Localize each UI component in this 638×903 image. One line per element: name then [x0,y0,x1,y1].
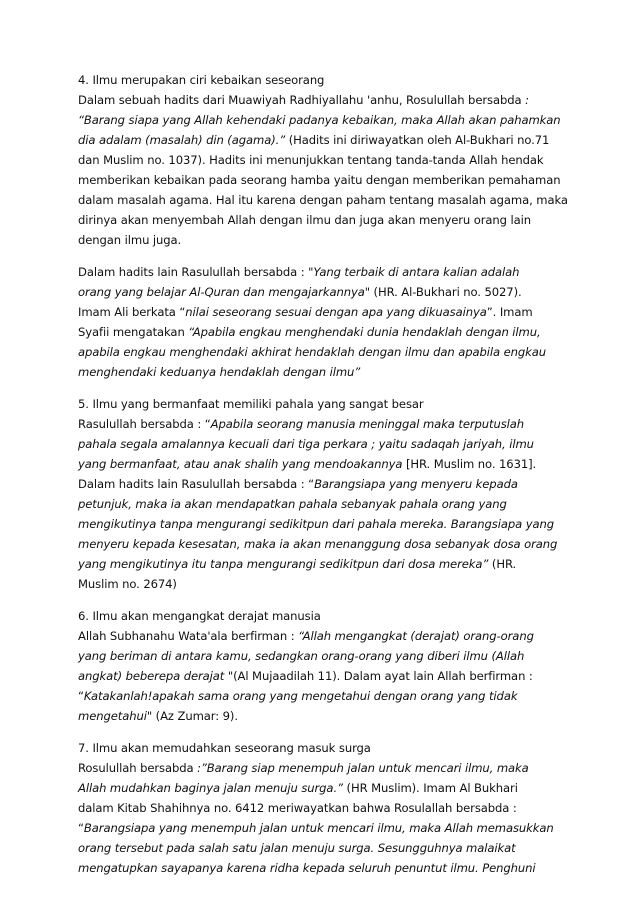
text-line [78,414,568,434]
italic-text: Barangsiapa yang menyeru kepada [314,477,518,491]
text-line [78,262,568,282]
text-segment: 7. Ilmu akan memudahkan seseorang masuk surga [78,741,371,755]
text-segment: "(Al Mujaadilah 11). Dalam ayat lain Allah berfirman : [224,669,533,683]
italic-text: “Apabila engkau menghendaki dunia hendaklah dengan ilmu, [188,325,541,339]
text-line [78,758,568,778]
text-line [78,170,568,190]
italic-text: menghendaki keduanya hendaklah dengan ilmu” [78,365,361,379]
text-segment: “ [78,689,84,703]
text-line [78,514,568,534]
text-segment: Allah Subhanahu Wata'ala berfirman : [78,629,299,643]
text-segment: (HR. [488,557,517,571]
italic-text: mengatupkan sayapanya karena ridha kepada seluruh penuntut ilmu. Penghuni [78,861,536,875]
italic-text: angkat) beberepa derajat [78,669,225,683]
paragraph [78,262,568,382]
text-line [78,778,568,798]
text-segment: 6. Ilmu akan mengangkat derajat manusia [78,609,321,623]
text-line [78,150,568,170]
italic-text: :”Barang siap menempuh jalan untuk mencari ilmu, maka [197,761,529,775]
text-segment: 4. Ilmu merupakan ciri kebaikan seseorang [78,73,325,87]
italic-text: yang bermanfaat, atau anak shalih yang mendoakannya [78,457,403,471]
text-line [78,70,568,90]
text-segment: dalam Kitab Shahihnya no. 6412 meriwayatkan bahwa Rosulallah bersabda : [78,801,517,815]
italic-text: apabila engkau menghendaki akhirat hendaklah dengan ilmu dan apabila engkau [78,345,547,359]
italic-text: nilai seseorang sesuai dengan apa yang dikuasainya [185,305,487,319]
text-line [78,738,568,758]
text-line [78,626,568,646]
text-line [78,342,568,362]
text-segment: Dalam sebuah hadits dari Muawiyah Radhiyallahu 'anhu, Rosulullah bersabda [78,93,526,107]
italic-text: mengetahui [78,709,147,723]
italic-text: yang beriman di antara kamu, sedangkan orang-orang yang diberi ilmu (Allah [78,649,525,663]
text-line [78,606,568,626]
text-line [78,110,568,130]
italic-text: pahala segala amalannya kecuali dari tiga perkara ; yaitu sadaqah jariyah, ilmu [78,437,534,451]
text-line [78,90,568,110]
text-segment: " (Az Zumar: 9). [146,709,238,723]
text-line [78,210,568,230]
text-line [78,394,568,414]
text-segment: (Hadits ini diriwayatkan oleh Al-Bukhari no.71 [285,133,550,147]
text-segment: " (HR. Al-Bukhari no. 5027). [364,285,522,299]
text-line [78,534,568,554]
italic-text: dia adalam (masalah) din (agama).” [78,133,286,147]
text-segment: 5. Ilmu yang bermanfaat memiliki pahala yang sangat besar [78,397,424,411]
text-line [78,554,568,574]
text-line [78,706,568,726]
text-segment: (HR Muslim). Imam Al Bukhari [342,781,518,795]
paragraph [78,738,568,878]
text-line [78,322,568,342]
text-line [78,454,568,474]
text-segment: memberikan kebaikan pada seorang hamba yaitu dengan memberikan pemahaman [78,173,561,187]
text-line [78,666,568,686]
text-line [78,574,568,594]
italic-text: orang tersebut pada salah satu jalan menuju surga. Sesungguhnya malaikat [78,841,516,855]
italic-text: orang yang belajar Al-Quran dan mengajarkannya [78,285,365,299]
paragraph [78,606,568,726]
text-line [78,646,568,666]
text-line [78,362,568,382]
italic-text: “Allah mengangkat (derajat) orang-orang [298,629,534,643]
italic-text: “Barang siapa yang Allah kehendaki padanya kebaikan, maka Allah akan pahamkan [78,113,561,127]
text-segment: dirinya akan menyembah Allah dengan ilmu dan juga akan menyeru orang lain [78,213,531,227]
text-line [78,818,568,838]
text-segment: Muslim no. 2674) [78,577,177,591]
text-line [78,230,568,250]
text-segment: “ [78,821,84,835]
text-line [78,474,568,494]
text-line [78,190,568,210]
text-segment: ”. Imam [486,305,533,319]
italic-text: petunjuk, maka ia akan mendapatkan pahala sebanyak pahala orang yang [78,497,507,511]
text-line [78,798,568,818]
paragraph [78,70,568,250]
paragraph [78,394,568,594]
text-segment: Rasulullah bersabda : “ [78,417,211,431]
italic-text: yang mengikutinya itu tanpa mengurangi sedikitpun dari dosa mereka” [78,557,489,571]
italic-text: Apabila seorang manusia meninggal maka terputuslah [210,417,525,431]
italic-text: Allah mudahkan baginya jalan menuju surga.” [78,781,343,795]
italic-text: Yang terbaik di antara kalian adalah [313,265,520,279]
italic-text: menyeru kepada kesesatan, maka ia akan menanggung dosa sebanyak dosa orang [78,537,558,551]
text-segment: Syafii mengatakan [78,325,189,339]
text-segment: [HR. Muslim no. 1631]. [402,457,537,471]
text-segment: dan Muslim no. 1037). Hadits ini menunjukkan tentang tanda-tanda Allah hendak [78,153,544,167]
document-page [78,70,568,890]
text-line [78,434,568,454]
italic-text: : [525,93,529,107]
italic-text: mengikutinya tanpa mengurangi sedikitpun dari pahala mereka. Barangsiapa yang [78,517,554,531]
text-segment: dengan ilmu juga. [78,233,182,247]
text-line [78,858,568,878]
italic-text: Barangsiapa yang menempuh jalan untuk mencari ilmu, maka Allah memasukkan [83,821,554,835]
text-segment: dalam masalah agama. Hal itu karena dengan paham tentang masalah agama, maka [78,193,568,207]
text-line [78,302,568,322]
text-line [78,686,568,706]
text-line [78,494,568,514]
text-line [78,282,568,302]
text-line [78,838,568,858]
text-line [78,130,568,150]
italic-text: Katakanlah!apakah sama orang yang mengetahui dengan orang yang tidak [83,689,518,703]
text-segment: Rosulullah bersabda [78,761,198,775]
text-segment: Dalam hadits lain Rasulullah bersabda : " [78,265,314,279]
text-segment: Imam Ali berkata “ [78,305,186,319]
text-segment: Dalam hadits lain Rasulullah bersabda : “ [78,477,315,491]
